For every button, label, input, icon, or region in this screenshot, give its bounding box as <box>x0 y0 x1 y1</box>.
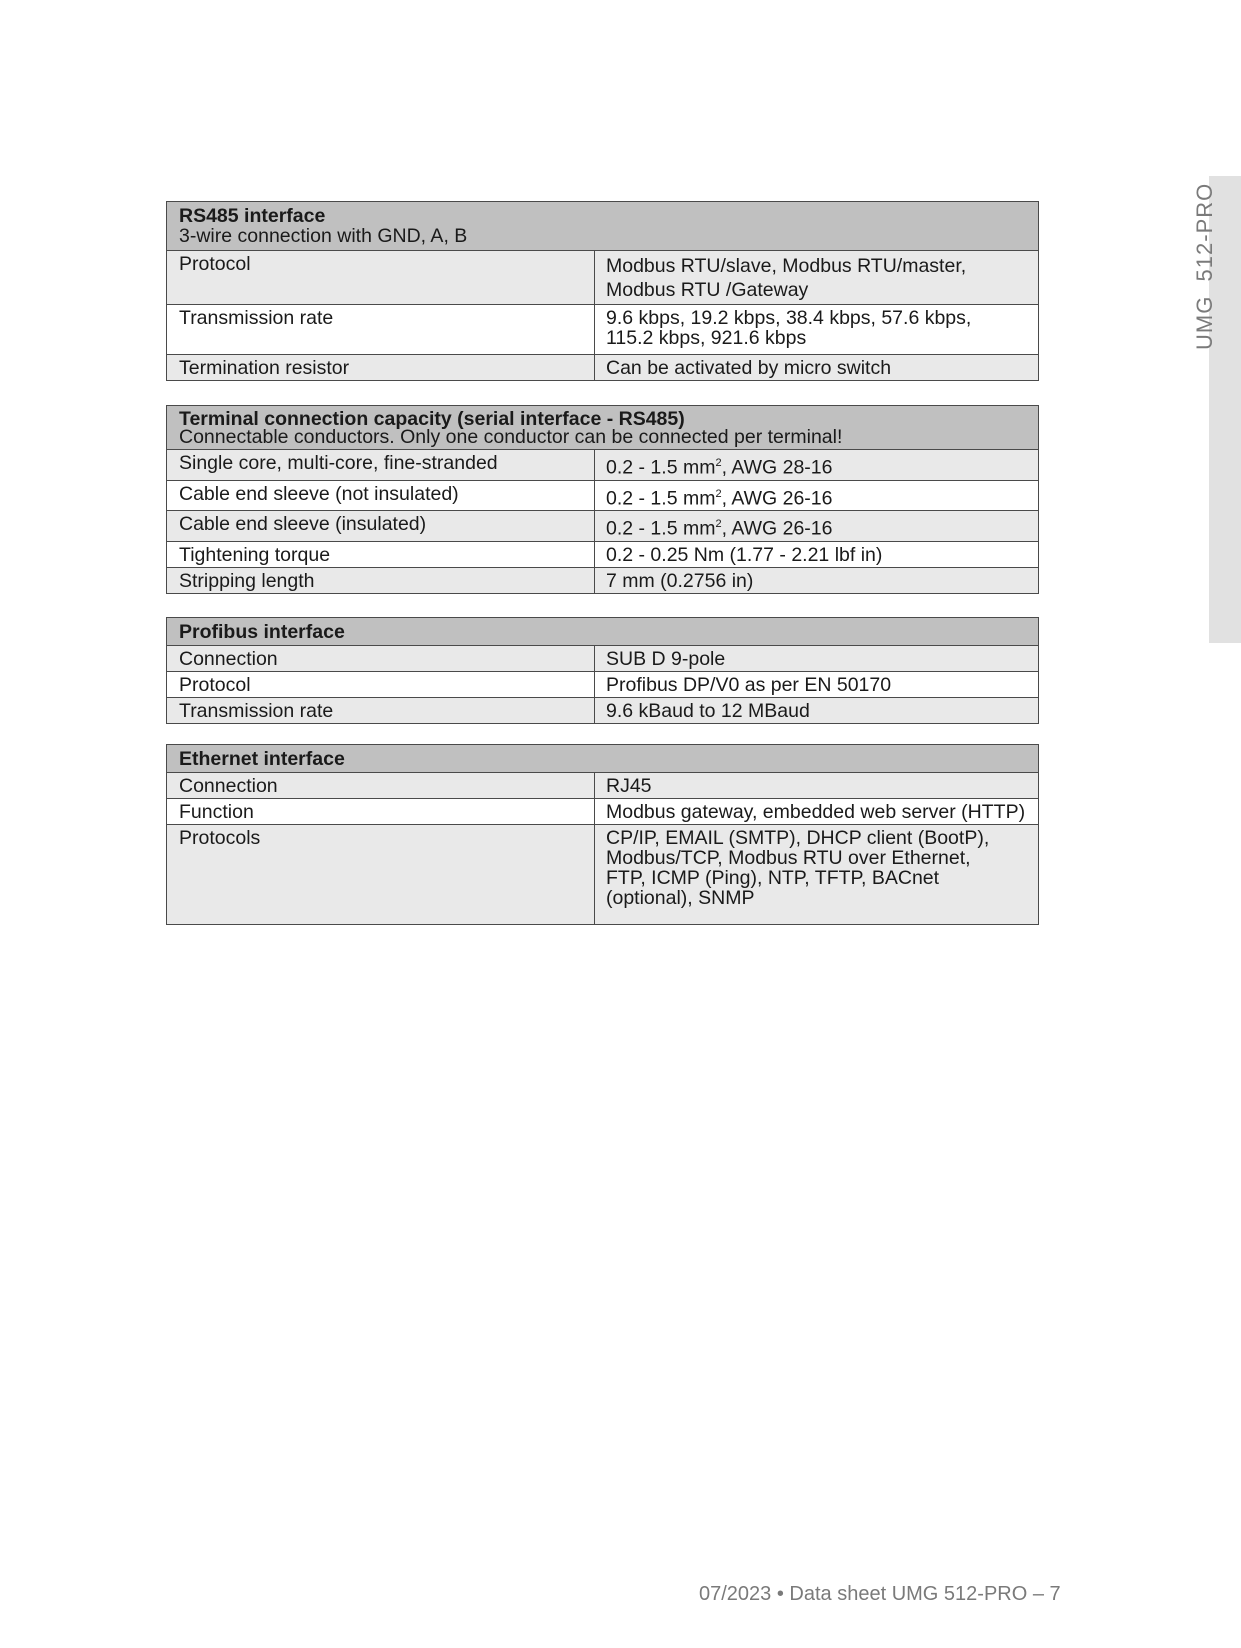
row-label: Stripping length <box>167 567 595 593</box>
row-value: Profibus DP/V0 as per EN 50170 <box>595 672 1039 698</box>
terminal-connection-table <box>166 405 1039 594</box>
row-value: 7 mm (0.2756 in) <box>595 567 1039 593</box>
table-row <box>167 541 1039 567</box>
table-row <box>167 251 1039 305</box>
row-value <box>595 450 1039 481</box>
row-value: Can be activated by micro switch <box>595 355 1039 381</box>
row-value: 0.2 - 0.25 Nm (1.77 - 2.21 lbf in) <box>595 541 1039 567</box>
row-value: 9.6 kBaud to 12 MBaud <box>595 698 1039 724</box>
row-label: Function <box>167 799 595 825</box>
table-title: Profibus interface <box>179 621 345 643</box>
row-value: RJ45 <box>595 773 1039 799</box>
rs485-interface-table <box>166 201 1039 381</box>
value-line: Modbus RTU /Gateway <box>606 279 809 301</box>
row-label: Single core, multi-core, fine-stranded <box>167 450 595 481</box>
row-label: Cable end sleeve (not insulated) <box>167 480 595 511</box>
row-value <box>595 825 1039 925</box>
row-label: Protocol <box>167 672 595 698</box>
value-line: Modbus/TCP, Modbus RTU over Ethernet, <box>606 847 971 869</box>
value-line: 115.2 kbps, 921.6 kbps <box>606 327 807 349</box>
row-label: Connection <box>167 773 595 799</box>
superscript: 2 <box>715 518 722 530</box>
row-label: Protocol <box>167 251 595 305</box>
table-row <box>167 825 1039 925</box>
table-row <box>167 567 1039 593</box>
row-value <box>595 511 1039 542</box>
value-text: , AWG 26-16 <box>721 487 833 509</box>
row-value <box>595 251 1039 305</box>
table-row <box>167 646 1039 672</box>
row-label: Protocols <box>167 825 595 925</box>
superscript: 2 <box>715 487 722 500</box>
table-row <box>167 773 1039 799</box>
table-header <box>167 618 1039 646</box>
table-row <box>167 355 1039 381</box>
table-title: Terminal connection capacity (serial interface - RS485) <box>179 408 685 430</box>
row-value <box>595 480 1039 511</box>
table-title: RS485 interface <box>179 205 326 227</box>
row-label: Tightening torque <box>167 541 595 567</box>
value-text: 0.2 - 1.5 mm <box>606 517 716 540</box>
table-title: Ethernet interface <box>179 748 345 770</box>
ethernet-interface-table <box>166 744 1039 925</box>
table-row <box>167 698 1039 724</box>
row-label: Cable end sleeve (insulated) <box>167 511 595 542</box>
value-text: , AWG 26-16 <box>721 517 833 540</box>
value-line: 9.6 kbps, 19.2 kbps, 38.4 kbps, 57.6 kbps, <box>606 307 972 329</box>
row-label: Transmission rate <box>167 698 595 724</box>
page-footer: 07/2023 • Data sheet UMG 512-PRO – 7 <box>699 1583 1061 1605</box>
table-subtitle: Connectable conductors. Only one conductor can be connected per terminal! <box>179 426 843 448</box>
table-header <box>167 406 1039 450</box>
value-line: FTP, ICMP (Ping), NTP, TFTP, BACnet <box>606 867 940 889</box>
row-label: Connection <box>167 646 595 672</box>
table-subtitle: 3-wire connection with GND, A, B <box>179 225 468 247</box>
row-label: Transmission rate <box>167 305 595 355</box>
value-text: , AWG 28-16 <box>721 456 833 479</box>
table-row <box>167 511 1039 542</box>
value-line: (optional), SNMP <box>606 887 755 909</box>
row-value <box>595 305 1039 355</box>
table-row <box>167 305 1039 355</box>
row-label: Termination resistor <box>167 355 595 381</box>
value-line: Modbus RTU/slave, Modbus RTU/master, <box>606 255 967 277</box>
table-row <box>167 799 1039 825</box>
table-row <box>167 450 1039 481</box>
superscript: 2 <box>715 457 722 469</box>
product-name-vertical: UMG 512-PRO <box>1192 182 1217 350</box>
table-header <box>167 202 1039 251</box>
table-header <box>167 745 1039 773</box>
table-row <box>167 480 1039 511</box>
value-text: 0.2 - 1.5 mm <box>606 456 716 479</box>
row-value: Modbus gateway, embedded web server (HTTP) <box>595 799 1039 825</box>
profibus-interface-table <box>166 617 1039 724</box>
value-text: 0.2 - 1.5 mm <box>606 487 716 509</box>
value-line: CP/IP, EMAIL (SMTP), DHCP client (BootP), <box>606 827 990 849</box>
row-value: SUB D 9-pole <box>595 646 1039 672</box>
table-row <box>167 672 1039 698</box>
